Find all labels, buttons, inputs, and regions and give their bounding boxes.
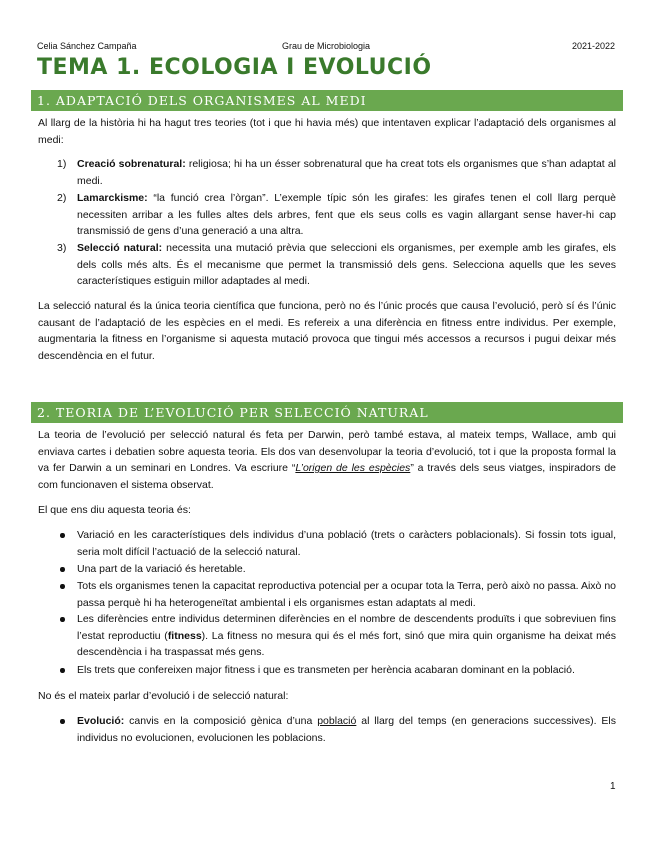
section2-lead: El que ens diu aquesta teoria és: xyxy=(38,504,191,516)
header-course: Grau de Microbiologia xyxy=(282,41,371,51)
bullet-text: canvis en la composició gènica d’una xyxy=(124,715,318,727)
bullet-heretable: Una part de la variació és heretable. xyxy=(77,563,246,575)
evolucio-term: Evolució: xyxy=(77,715,125,727)
list-text: necessita una mutació prèvia que seleccioni els organismes, per exemple amb les girafes, els dels colls més alts. És el mecanisme que permet la transmissió dels gens. Selecciona aquells que les seves característiques estiguin millor adaptades al medi. xyxy=(77,242,617,287)
section1-closing: La selecció natural és la única teoria científica que funciona, però no és l’únic procés que causa l’evolució, però sí és l’únic causant de l’adaptació de les espècies en el medi. Es refereix a una diferència en fitness entre individus. Per exemple, augmentaria la fitness en l’organisme si aquesta mutació provoca que tingui més accessos a recursos i pugui deixar més descendència en el futur. xyxy=(38,300,616,362)
list-term: Lamarckisme: xyxy=(77,192,148,204)
bullet-variacio: Variació en les característiques dels individus d’una població (trets o caràcters poblacionals). Si fossin tots igual, seria molt difícil l’actuació de la selecció natural. xyxy=(77,529,616,558)
bullet-dot-icon xyxy=(60,584,65,589)
book-title: L’origen de les espècies xyxy=(295,462,411,474)
list-number: 1) xyxy=(57,158,67,170)
bullet-dot-icon xyxy=(60,719,65,724)
section-heading-adaptacio: 1. ADAPTACIÓ DELS ORGANISMES AL MEDI xyxy=(31,90,623,111)
section-heading-teoria: 2. TEORIA DE L’EVOLUCIÓ PER SELECCIÓ NATURAL xyxy=(31,402,623,423)
bullet-text: Les diferències entre individus determinen diferències en el nombre de descendents produïts i que sobreviuen fins l’estat reproductiu ( xyxy=(77,613,616,642)
list-item-creacio xyxy=(77,156,616,189)
bullet-text: ). La fitness no mesura qui és el més fort, sinó que mira quin organisme ha deixat més descendència i ha traspassat més gens. xyxy=(77,629,617,658)
bullet-fitness xyxy=(77,611,616,661)
bullet-dot-icon xyxy=(60,533,65,538)
bullet-dot-icon xyxy=(60,567,65,572)
list-text: “la funció crea l’òrgan”. L’exemple típic són les girafes: les girafes tenen el coll llarg perquè necessiten arribar a les fulles altes dels arbres, fent que els seus colls es vagin allargant sense haver-hi cap transmissió de gens d’una generació a una altra. xyxy=(77,192,616,237)
header-year: 2021-2022 xyxy=(572,41,616,51)
bullet-dot-icon xyxy=(60,668,65,673)
header-author: Celia Sánchez Campaña xyxy=(37,41,137,51)
list-number: 2) xyxy=(57,192,67,204)
section1-intro: Al llarg de la història hi ha hagut tres teories (tot i que hi havia més) que intentaven explicar l’adaptació dels organismes al medi: xyxy=(38,117,616,146)
page-title: TEMA 1. ECOLOGIA I EVOLUCIÓ xyxy=(37,55,432,80)
poblacio-word: població xyxy=(317,715,357,727)
list-term: Creació sobrenatural: xyxy=(77,158,186,170)
list-text: religiosa; hi ha un ésser sobrenatural que ha creat tots els organismes que s’han adaptat al medi. xyxy=(77,158,616,187)
list-term: Selecció natural: xyxy=(77,242,163,254)
intro-text: ” a través dels seus viatges, inspiradors de com funcionaven el sistema observat. xyxy=(38,462,616,491)
bullet-capacitat: Tots els organismes tenen la capacitat reproductiva potencial per a ocupar tota la Terra, però això no passa. Això no passa perquè hi ha heterogeneïtat ambiental i els organismes estan adaptats al medi. xyxy=(77,580,616,609)
bullet-dot-icon xyxy=(60,617,65,622)
section2-intro xyxy=(38,427,616,493)
list-number: 3) xyxy=(57,242,67,254)
page-number: 1 xyxy=(610,781,616,792)
list-item-seleccio xyxy=(77,240,616,290)
bullet-trets: Els trets que confereixen major fitness i que es transmeten per herència acabaran dominant en la població. xyxy=(77,664,575,676)
bullet-text: al llarg del temps (en generacions successives). Els individus no evolucionen, evolucionen les poblacions. xyxy=(77,715,617,744)
fitness-term: fitness xyxy=(167,629,202,642)
bullet-evolucio xyxy=(77,713,616,746)
section2-distinction: No és el mateix parlar d’evolució i de selecció natural: xyxy=(38,690,289,702)
intro-text: La teoria de l’evolució per selecció natural és feta per Darwin, però també estava, al mateix temps, Wallace, amb qui enviava cartes i debatien sobre aquesta teoria. Els dos van desenvolupar la teoria d’evolució, tot i que la proposta formal la va fer Darwin a un seminari en Londres. Va escriure “ xyxy=(38,429,616,474)
list-item-lamarckisme xyxy=(77,190,616,240)
